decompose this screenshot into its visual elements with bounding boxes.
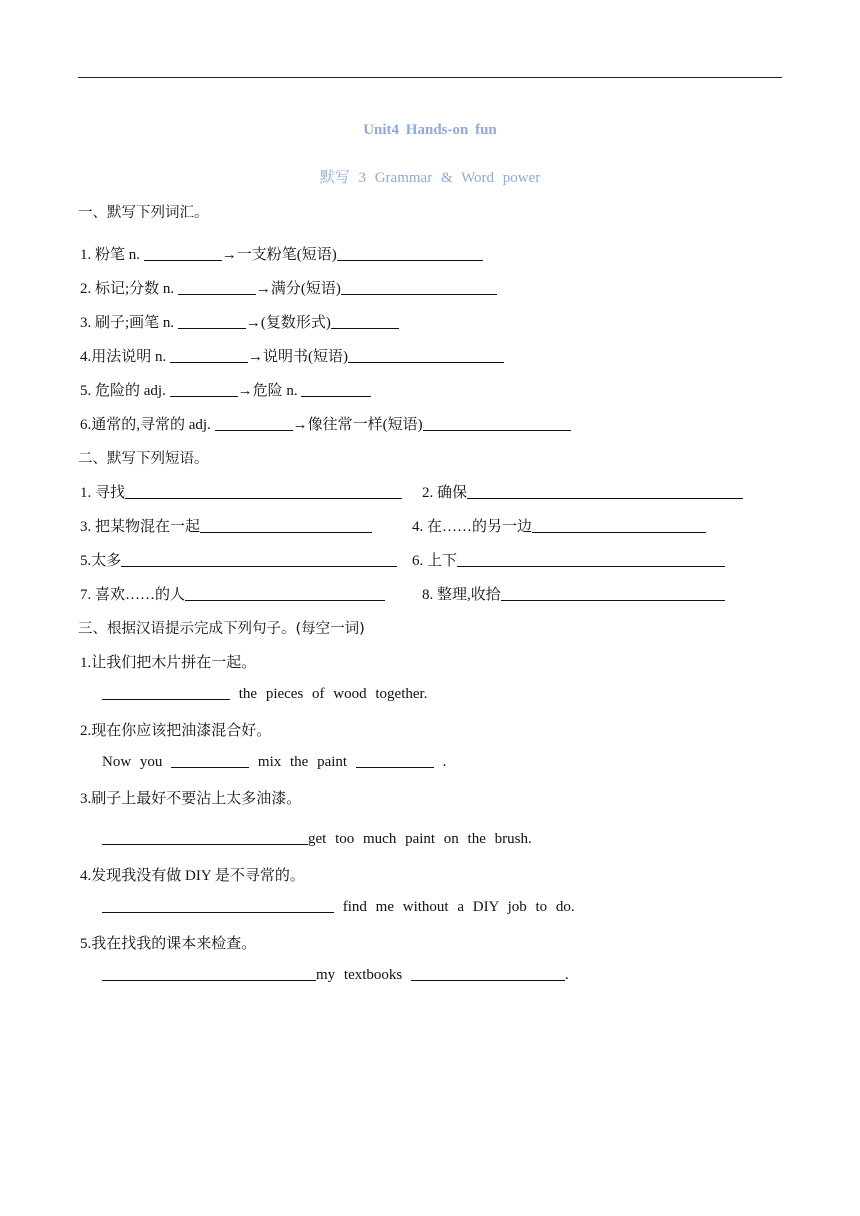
phrase-item-5 [80,549,397,570]
vocab-derived-prompt: →像往常一样(短语) [292,417,423,433]
answer-blank[interactable] [144,246,222,261]
answer-blank[interactable] [356,753,434,768]
section1-heading: 一、默写下列词汇。 [78,205,209,221]
worksheet-subtitle: 默写 3 Grammar & Word power [319,170,541,186]
vocab-item-2 [80,277,497,298]
vocab-derived-prompt: →(复数形式) [245,315,331,331]
phrase-item-7 [80,583,385,604]
sentence-text: Now you [102,754,172,770]
phrase-item-8 [422,583,725,604]
sentence-text: . [433,754,447,770]
answer-blank[interactable] [125,484,402,499]
phrase-item-3 [80,515,372,536]
answer-blank[interactable] [411,966,565,981]
answer-blank[interactable] [170,382,238,397]
answer-blank[interactable] [423,416,571,431]
answer-blank[interactable] [457,552,725,567]
answer-blank[interactable] [215,416,293,431]
phrase-item-4 [412,515,706,536]
answer-blank[interactable] [301,382,371,397]
sentence-5-english [102,966,569,984]
answer-blank[interactable] [348,348,504,363]
phrase-item-6 [412,549,725,570]
sentence-4-chinese: 4.发现我没有做 DIY 是不寻常的。 [80,868,305,884]
answer-blank[interactable] [171,753,249,768]
vocab-item-5 [80,379,371,400]
sentence-text: get too much paint on the brush. [308,831,532,847]
vocab-item-1 [80,243,483,264]
answer-blank[interactable] [341,280,497,295]
sentence-text: find me without a DIY job to do. [334,899,575,915]
phrase-prompt: 1. 寻找 [80,485,126,501]
answer-blank[interactable] [200,518,372,533]
sentence-text: mix the paint [249,754,356,770]
sentence-text: my textbooks [316,967,411,983]
vocab-derived-prompt: →说明书(短语) [248,349,349,365]
vocab-derived-prompt: →一支粉笔(短语) [221,247,337,263]
answer-blank[interactable] [178,280,256,295]
sentence-text: . [565,967,569,983]
vocab-prompt: 3. 刷子;画笔 n. [80,315,178,331]
phrase-prompt: 8. 整理,收拾 [422,587,501,603]
sentence-2-english [102,753,446,771]
sentence-1-english [102,685,427,703]
answer-blank[interactable] [102,898,334,913]
vocab-item-6 [80,413,571,434]
answer-blank[interactable] [102,685,230,700]
phrase-prompt: 4. 在……的另一边 [412,519,533,535]
answer-blank[interactable] [467,484,743,499]
sentence-3-english [102,830,532,848]
sentence-1-chinese: 1.让我们把木片拼在一起。 [80,655,257,671]
vocab-derived-prompt: →危险 n. [237,383,302,399]
vocab-prompt: 1. 粉笔 n. [80,247,144,263]
vocab-item-4 [80,345,504,366]
vocab-prompt: 2. 标记;分数 n. [80,281,178,297]
sentence-3-chinese: 3.刷子上最好不要沾上太多油漆。 [80,791,302,807]
answer-blank[interactable] [170,348,248,363]
sentence-text: the pieces of wood together. [230,686,428,702]
answer-blank[interactable] [331,314,399,329]
answer-blank[interactable] [102,966,316,981]
answer-blank[interactable] [121,552,397,567]
phrase-prompt: 7. 喜欢……的人 [80,587,186,603]
vocab-prompt: 6.通常的,寻常的 adj. [80,417,215,433]
phrase-prompt: 6. 上下 [412,553,458,569]
phrase-item-2 [422,481,743,502]
sentence-5-chinese: 5.我在找我的课本来检查。 [80,936,257,952]
answer-blank[interactable] [532,518,706,533]
phrase-prompt: 5.太多 [80,553,122,569]
vocab-prompt: 4.用法说明 n. [80,349,171,365]
vocab-item-3 [80,311,399,332]
vocab-derived-prompt: →满分(短语) [255,281,341,297]
answer-blank[interactable] [178,314,246,329]
section3-heading: 三、根据汉语提示完成下列句子。(每空一词) [78,621,365,637]
answer-blank[interactable] [102,830,308,845]
answer-blank[interactable] [501,586,725,601]
phrase-prompt: 3. 把某物混在一起 [80,519,201,535]
section2-heading: 二、默写下列短语。 [78,451,209,467]
answer-blank[interactable] [185,586,385,601]
answer-blank[interactable] [337,246,483,261]
phrase-item-1 [80,481,402,502]
sentence-2-chinese: 2.现在你应该把油漆混合好。 [80,723,272,739]
sentence-4-english [102,898,575,916]
vocab-prompt: 5. 危险的 adj. [80,383,170,399]
phrase-prompt: 2. 确保 [422,485,468,501]
header-rule [78,77,782,78]
worksheet-title: Unit4 Hands-on fun [363,122,497,138]
